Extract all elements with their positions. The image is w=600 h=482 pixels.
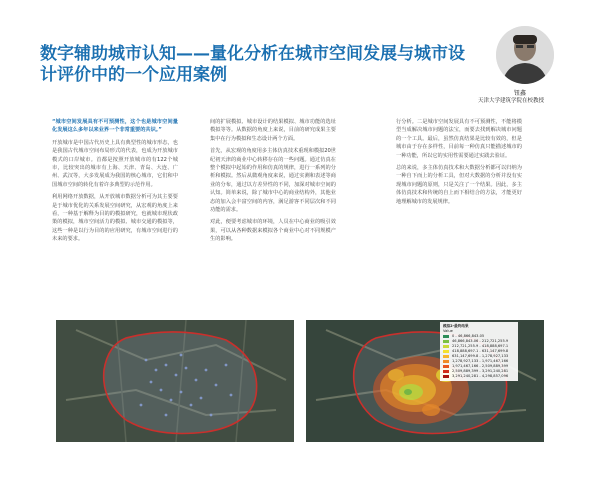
paragraph: 首先，从宏观的角度用多主体仿真技术重现和模拟20世纪初天津的商业中心转移存在的一些问题。通过仿真在整个模拟中起始的作用和仿真的规律，进行一系列的分析和模拟。然后从微观角度来说，通过实测和表述等商业的分布，通过以方差异性的不同，加深对城市空间的认知。简单来说，除了城市中心的商业结构外，其他业态的加入会丰富空间的内容，满足游客不同层次和不同功能的需求。 — [210, 148, 336, 214]
text-column-1 — [52, 118, 178, 248]
paragraph: 对此，便要考虑城市的环境，人员在中心商业的吸引效果，可以从各种数据来模拟各个商业中心对不同规模产生的影响。 — [210, 219, 336, 243]
legend-label: 418,888,697.1 - 631,147,699.8 — [452, 349, 509, 353]
legend-swatch — [443, 345, 449, 349]
author-affiliation: 天津大学建筑学院在校教授 — [478, 98, 545, 104]
text-column-2 — [210, 118, 336, 248]
legend-swatch — [443, 340, 449, 344]
legend-swatch — [443, 360, 449, 364]
pull-quote: “城市空间发展具有不可预测性，这个也是城市空间量化发展这么多年以来业界一个非常重要的共识。” — [52, 119, 178, 134]
legend-swatch — [443, 375, 449, 379]
paragraph: 行分析。二是城市空间发展具有不可预测性，不能将模型当成解决城市问题的法宝，而要去找到解决城市问题的一个工具。最后，虽然仿真结果是比较有效的，但是城市由于存在多样性，目前每一种仿真只能描述城市的一种功能，所以它的实用性需要通过实践去验证。 — [396, 119, 522, 159]
paragraph: 利用网络开放数据，从开放城市数据分析可为其主要要是于城市优化的关系发展空间研究，从宏观的角度上来看，一种基于解释为目的的模拟研究，也就城市现状政策的模拟，城市空间活力的模拟、城市交通的模拟等，这些一种是以行为目的的应用研究，有城市空间进行的未来的要求。 — [52, 194, 178, 243]
legend-label: 2,509,889,399 - 3,291,240,281 — [452, 369, 509, 373]
legend-item — [443, 374, 515, 379]
author-name: 钮鑫 — [514, 90, 527, 97]
paragraph: 总的来说，多主体仿真技术和大数据分析都可以归纳为一种自下而上的分析工具，但对大数据的分析并没有实现城市问题的原则，只是关注了一个结果。因此，多主体仿真技术和传统的自上而下相结合的方法，才能更好地理解城市的发展规律。 — [396, 165, 522, 205]
legend-label: 1,971,467,166 - 2,509,889,399 — [452, 364, 509, 368]
legend-swatch — [443, 350, 449, 354]
legend-label: 0 - 46,866,843.05 — [452, 334, 485, 338]
legend-label: 3,291,240,281 - 4,298,857,096 — [452, 374, 509, 378]
article-title: 数字辅助城市认知——量化分析在城市空间发展与城市设计评价中的一个应用案例 — [40, 44, 465, 85]
map-left — [56, 320, 294, 442]
legend-label: 46,866,843.06 - 212,721,255.9 — [452, 339, 509, 343]
legend-label: 631,147,699.8 - 1,278,927,133 — [452, 354, 509, 358]
legend-swatch — [443, 355, 449, 359]
heatmap-legend — [440, 322, 518, 381]
legend-subtitle: Value — [443, 329, 453, 333]
author-photo — [496, 26, 554, 84]
legend-label: 212,721,255.9 - 418,888,697.1 — [452, 344, 509, 348]
paragraph: 开放城市是中国古代历史上具有典型性的城市形态，也是我国古代城市空间布局形式的代表，也成为开放城市模式的口岸城市。首都是按照开放城市的有122个城市，比较突出的城市有上海、天津、青岛、大连、广州、武汉等，大多发展成为我国的核心城市，它们和中国城市空间的转化有着许多典型的示范作用。 — [52, 139, 178, 188]
text-column-3 — [396, 118, 522, 210]
legend-label: 1,278,927,133 - 1,971,467,166 — [452, 359, 509, 363]
paragraph: 间的扩展模拟、城市设计的结果模拟、城市功能的选址模拟等等。从数据的角度上来说，目前的研究成果主要集中在行为模拟和生态设计两个方面。 — [210, 119, 336, 142]
legend-swatch — [443, 365, 449, 369]
legend-title: 模拟2-最终结果 — [443, 324, 469, 328]
legend-swatch — [443, 335, 449, 339]
legend-swatch — [443, 370, 449, 374]
